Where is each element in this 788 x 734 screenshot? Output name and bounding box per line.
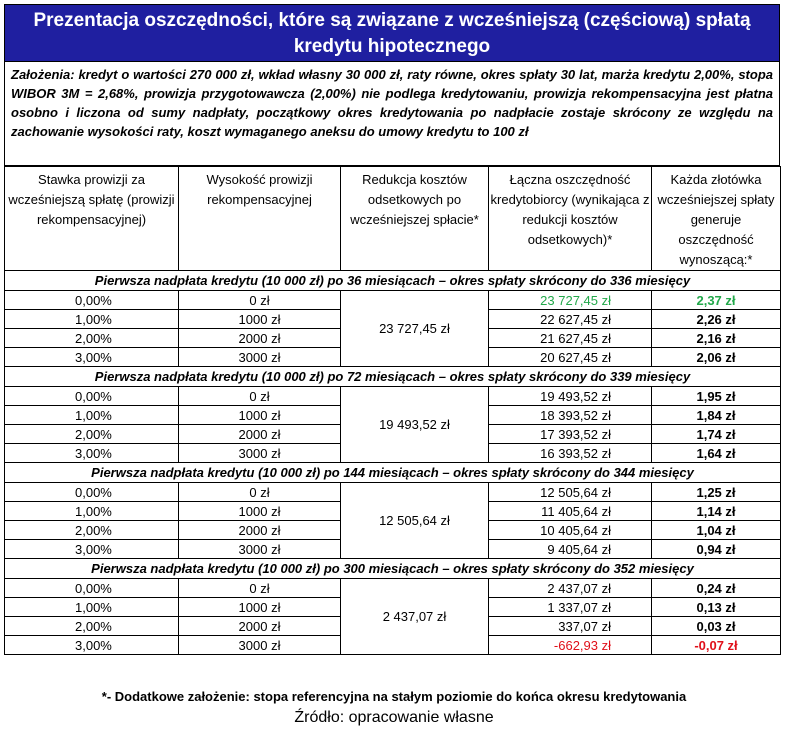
fee-cell: 1000 zł xyxy=(179,310,341,329)
header-row xyxy=(5,167,781,271)
saving-cell: 16 393,52 zł xyxy=(489,444,652,463)
rate-cell: 3,00% xyxy=(5,444,179,463)
rate-cell: 0,00% xyxy=(5,291,179,310)
per-zloty-cell: 1,64 zł xyxy=(652,444,781,463)
fee-cell: 0 zł xyxy=(179,483,341,502)
saving-cell: 12 505,64 zł xyxy=(489,483,652,502)
saving-cell: 10 405,64 zł xyxy=(489,521,652,540)
rate-cell: 3,00% xyxy=(5,636,179,655)
table-title: Prezentacja oszczędności, które są związane z wcześniejszą (częściową) spłatą kredytu hipotecznego xyxy=(4,4,780,62)
saving-cell: 22 627,45 zł xyxy=(489,310,652,329)
per-zloty-cell: 1,95 zł xyxy=(652,387,781,406)
saving-cell: 1 337,07 zł xyxy=(489,598,652,617)
saving-cell: 18 393,52 zł xyxy=(489,406,652,425)
column-header-fee: Wysokość prowizji rekompensacyjnej xyxy=(179,167,341,271)
reduction-cell: 12 505,64 zł xyxy=(341,483,489,559)
fee-cell: 2000 zł xyxy=(179,329,341,348)
per-zloty-cell: 2,37 zł xyxy=(652,291,781,310)
fee-cell: 3000 zł xyxy=(179,348,341,367)
rate-cell: 2,00% xyxy=(5,329,179,348)
table-row xyxy=(5,291,781,310)
per-zloty-cell: 1,74 zł xyxy=(652,425,781,444)
per-zloty-cell: -0,07 zł xyxy=(652,636,781,655)
per-zloty-cell: 1,25 zł xyxy=(652,483,781,502)
per-zloty-cell: 2,16 zł xyxy=(652,329,781,348)
rate-cell: 1,00% xyxy=(5,406,179,425)
per-zloty-cell: 1,84 zł xyxy=(652,406,781,425)
fee-cell: 2000 zł xyxy=(179,521,341,540)
fee-cell: 1000 zł xyxy=(179,502,341,521)
table-row xyxy=(5,387,781,406)
saving-cell: 337,07 zł xyxy=(489,617,652,636)
saving-cell: 19 493,52 zł xyxy=(489,387,652,406)
rate-cell: 2,00% xyxy=(5,425,179,444)
column-header-rate: Stawka prowizji za wcześniejszą spłatę (prowizji rekompensacyjnej) xyxy=(5,167,179,271)
rate-cell: 1,00% xyxy=(5,502,179,521)
rate-cell: 1,00% xyxy=(5,310,179,329)
fee-cell: 2000 zł xyxy=(179,617,341,636)
column-header-per-zloty: Każda złotówka wcześniejszej spłaty generuje oszczędność wynoszącą:* xyxy=(652,167,781,271)
reduction-cell: 23 727,45 zł xyxy=(341,291,489,367)
fee-cell: 3000 zł xyxy=(179,444,341,463)
section-heading-row xyxy=(5,463,781,483)
saving-cell: 11 405,64 zł xyxy=(489,502,652,521)
fee-cell: 3000 zł xyxy=(179,540,341,559)
section-heading-row xyxy=(5,271,781,291)
rate-cell: 0,00% xyxy=(5,387,179,406)
per-zloty-cell: 0,94 zł xyxy=(652,540,781,559)
fee-cell: 0 zł xyxy=(179,291,341,310)
saving-cell: -662,93 zł xyxy=(489,636,652,655)
section-heading-row xyxy=(5,367,781,387)
reduction-cell: 19 493,52 zł xyxy=(341,387,489,463)
reduction-cell: 2 437,07 zł xyxy=(341,579,489,655)
rate-cell: 3,00% xyxy=(5,540,179,559)
section-heading-row xyxy=(5,559,781,579)
table-row xyxy=(5,579,781,598)
section-heading: Pierwsza nadpłata kredytu (10 000 zł) po 72 miesiącach – okres spłaty skrócony do 339 miesięcy xyxy=(5,367,781,387)
savings-table xyxy=(4,166,781,655)
table-body xyxy=(5,271,781,655)
column-header-total-saving: Łączna oszczędność kredytobiorcy (wynikająca z redukcji kosztów odsetkowych)* xyxy=(489,167,652,271)
fee-cell: 1000 zł xyxy=(179,406,341,425)
rate-cell: 0,00% xyxy=(5,483,179,502)
per-zloty-cell: 1,14 zł xyxy=(652,502,781,521)
footnote: *- Dodatkowe założenie: stopa referencyjna na stałym poziomie do końca okresu kredytowania xyxy=(101,689,687,704)
saving-cell: 17 393,52 zł xyxy=(489,425,652,444)
section-heading: Pierwsza nadpłata kredytu (10 000 zł) po 300 miesiącach – okres spłaty skrócony do 352 miesięcy xyxy=(5,559,781,579)
rate-cell: 2,00% xyxy=(5,617,179,636)
saving-cell: 2 437,07 zł xyxy=(489,579,652,598)
assumptions-text: Założenia: kredyt o wartości 270 000 zł, wkład własny 30 000 zł, raty równe, okres spłaty 30 lat, marża kredytu 2,00%, stopa WIBOR 3M = 2,68%, prowizja przygotowawcza (2,00%) nie podlega kredytowaniu, prowizja rekompensacyjna jest płatna osobno i liczona od sumy nadpłaty, początkowy okres kredytowania po nadpłacie zostaje skrócony ze względu na zachowanie wysokości raty, koszt wymaganego aneksu do umowy kredytu to 100 zł xyxy=(4,62,780,166)
fee-cell: 2000 zł xyxy=(179,425,341,444)
per-zloty-cell: 2,06 zł xyxy=(652,348,781,367)
per-zloty-cell: 2,26 zł xyxy=(652,310,781,329)
rate-cell: 2,00% xyxy=(5,521,179,540)
per-zloty-cell: 0,13 zł xyxy=(652,598,781,617)
saving-cell: 20 627,45 zł xyxy=(489,348,652,367)
rate-cell: 1,00% xyxy=(5,598,179,617)
fee-cell: 0 zł xyxy=(179,387,341,406)
table-row xyxy=(5,483,781,502)
source-note: Źródło: opracowanie własne xyxy=(294,709,494,726)
fee-cell: 1000 zł xyxy=(179,598,341,617)
per-zloty-cell: 0,24 zł xyxy=(652,579,781,598)
saving-cell: 21 627,45 zł xyxy=(489,329,652,348)
saving-cell: 9 405,64 zł xyxy=(489,540,652,559)
per-zloty-cell: 0,03 zł xyxy=(652,617,781,636)
per-zloty-cell: 1,04 zł xyxy=(652,521,781,540)
section-heading: Pierwsza nadpłata kredytu (10 000 zł) po 144 miesiącach – okres spłaty skrócony do 344 miesięcy xyxy=(5,463,781,483)
column-header-reduction: Redukcja kosztów odsetkowych po wcześniejszej spłacie* xyxy=(341,167,489,271)
section-heading: Pierwsza nadpłata kredytu (10 000 zł) po 36 miesiącach – okres spłaty skrócony do 336 miesięcy xyxy=(5,271,781,291)
fee-cell: 3000 zł xyxy=(179,636,341,655)
fee-cell: 0 zł xyxy=(179,579,341,598)
saving-cell: 23 727,45 zł xyxy=(489,291,652,310)
rate-cell: 3,00% xyxy=(5,348,179,367)
rate-cell: 0,00% xyxy=(5,579,179,598)
